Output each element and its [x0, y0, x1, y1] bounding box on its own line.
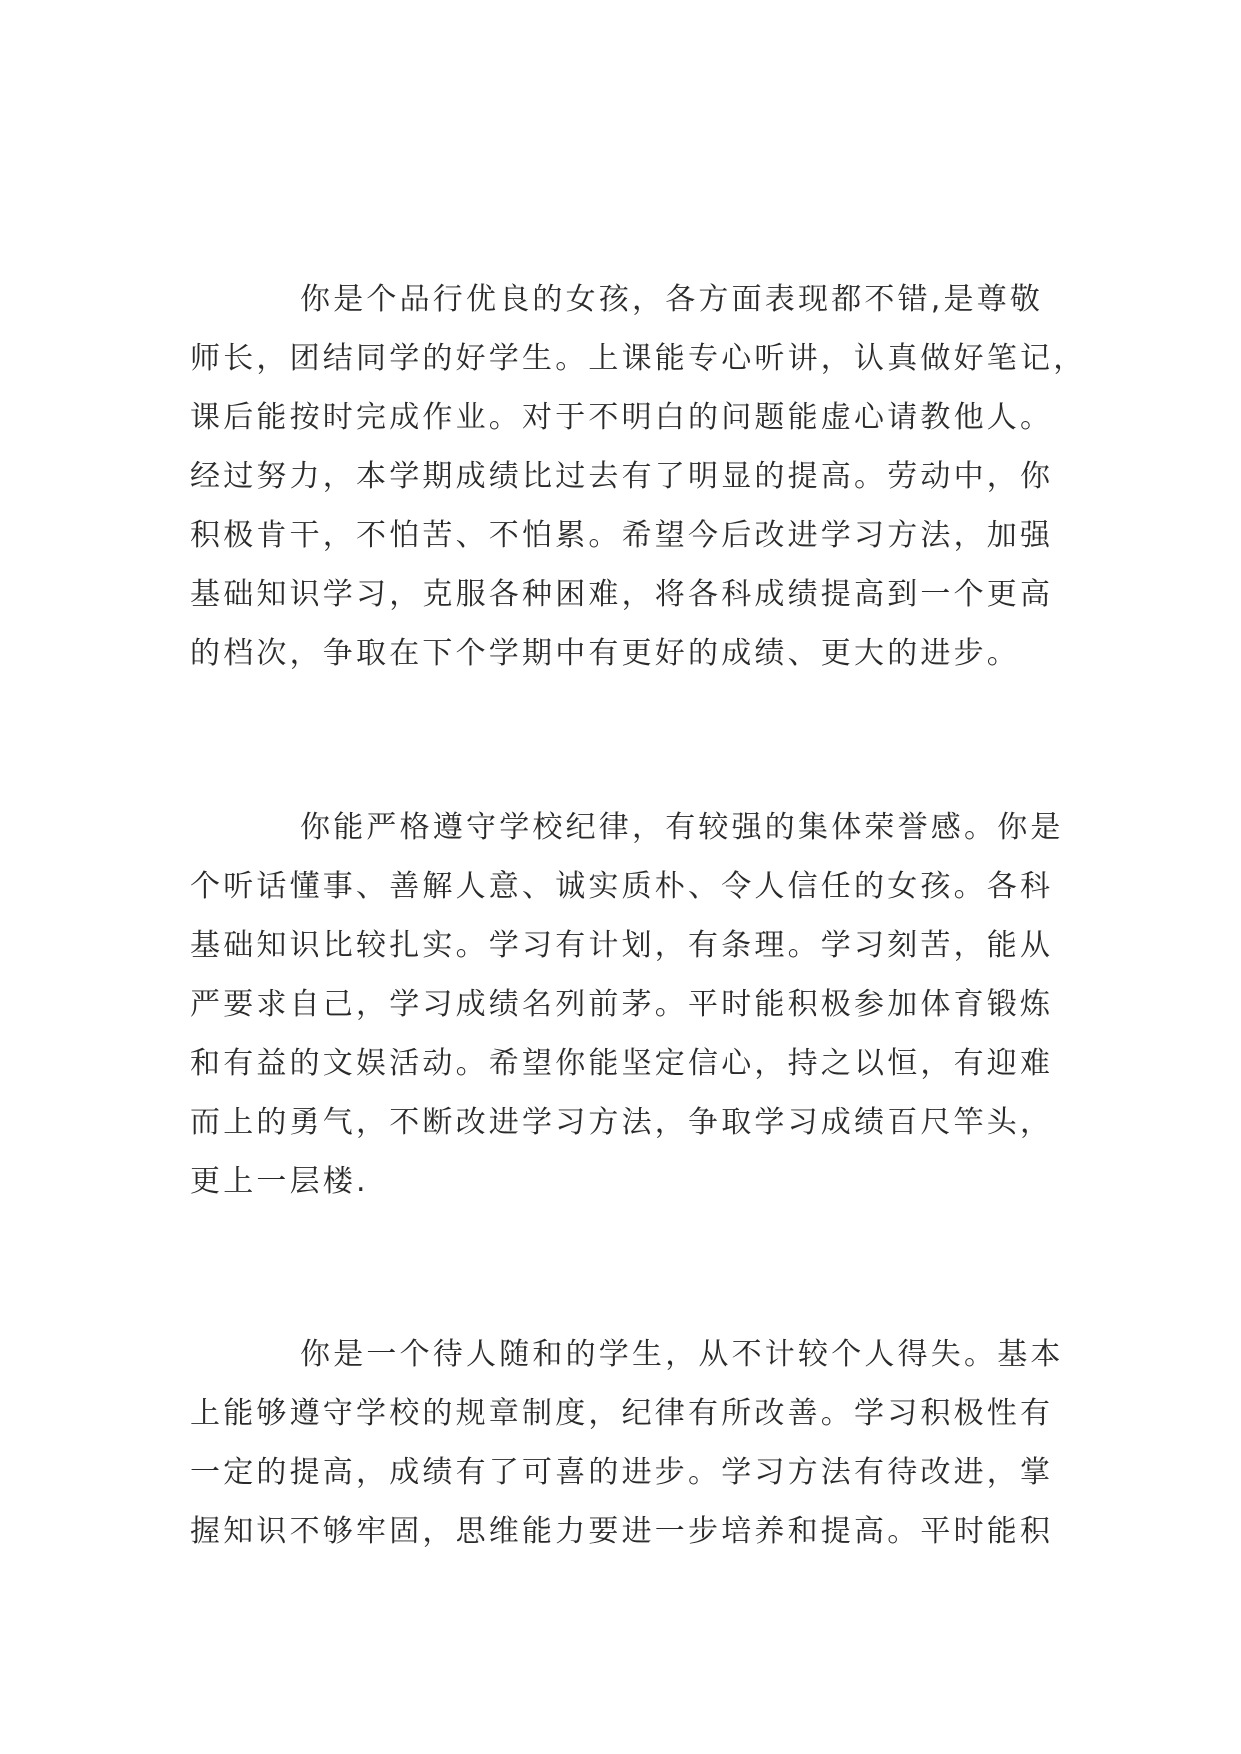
paragraph-line: 经过努力，本学期成绩比过去有了明显的提高。劳动中，你: [190, 459, 1054, 494]
paragraph-line: 你能严格遵守学校纪律，有较强的集体荣誉感。你是: [300, 810, 1064, 845]
paragraph-line: 你是个品行优良的女孩，各方面表现都不错,是尊敬: [300, 282, 1044, 317]
comment-paragraph-3: [190, 1325, 1064, 1561]
paragraph-line: 和有益的文娱活动。希望你能坚定信心，持之以恒，有迎难: [190, 1046, 1054, 1081]
comment-paragraph-1: [190, 270, 1087, 683]
paragraph-line: 基础知识学习，克服各种困难，将各科成绩提高到一个更高: [190, 577, 1054, 612]
paragraph-line: 握知识不够牢固，思维能力要进一步培养和提高。平时能积: [190, 1514, 1054, 1549]
paragraph-line: 课后能按时完成作业。对于不明白的问题能虚心请教他人。: [190, 400, 1054, 435]
paragraph-line: 积极肯干，不怕苦、不怕累。希望今后改进学习方法，加强: [190, 518, 1054, 553]
paragraph-line: 的档次，争取在下个学期中有更好的成绩、更大的进步。: [190, 636, 1020, 671]
paragraph-line: 师长，团结同学的好学生。上课能专心听讲，认真做好笔记，: [190, 341, 1087, 376]
paragraph-line: 个听话懂事、善解人意、诚实质朴、令人信任的女孩。各科: [190, 869, 1054, 904]
paragraph-line: 更上一层楼.: [190, 1164, 369, 1199]
paragraph-line: 基础知识比较扎实。学习有计划，有条理。学习刻苦，能从: [190, 928, 1054, 963]
paragraph-line: 而上的勇气，不断改进学习方法，争取学习成绩百尺竿头，: [190, 1105, 1054, 1140]
paragraph-line: 上能够遵守学校的规章制度，纪律有所改善。学习积极性有: [190, 1396, 1054, 1431]
paragraph-line: 你是一个待人随和的学生，从不计较个人得失。基本: [300, 1337, 1064, 1372]
paragraph-line: 一定的提高，成绩有了可喜的进步。学习方法有待改进，掌: [190, 1455, 1054, 1490]
paragraph-line: 严要求自己，学习成绩名列前茅。平时能积极参加体育锻炼: [190, 987, 1054, 1022]
comment-paragraph-2: [190, 798, 1064, 1211]
